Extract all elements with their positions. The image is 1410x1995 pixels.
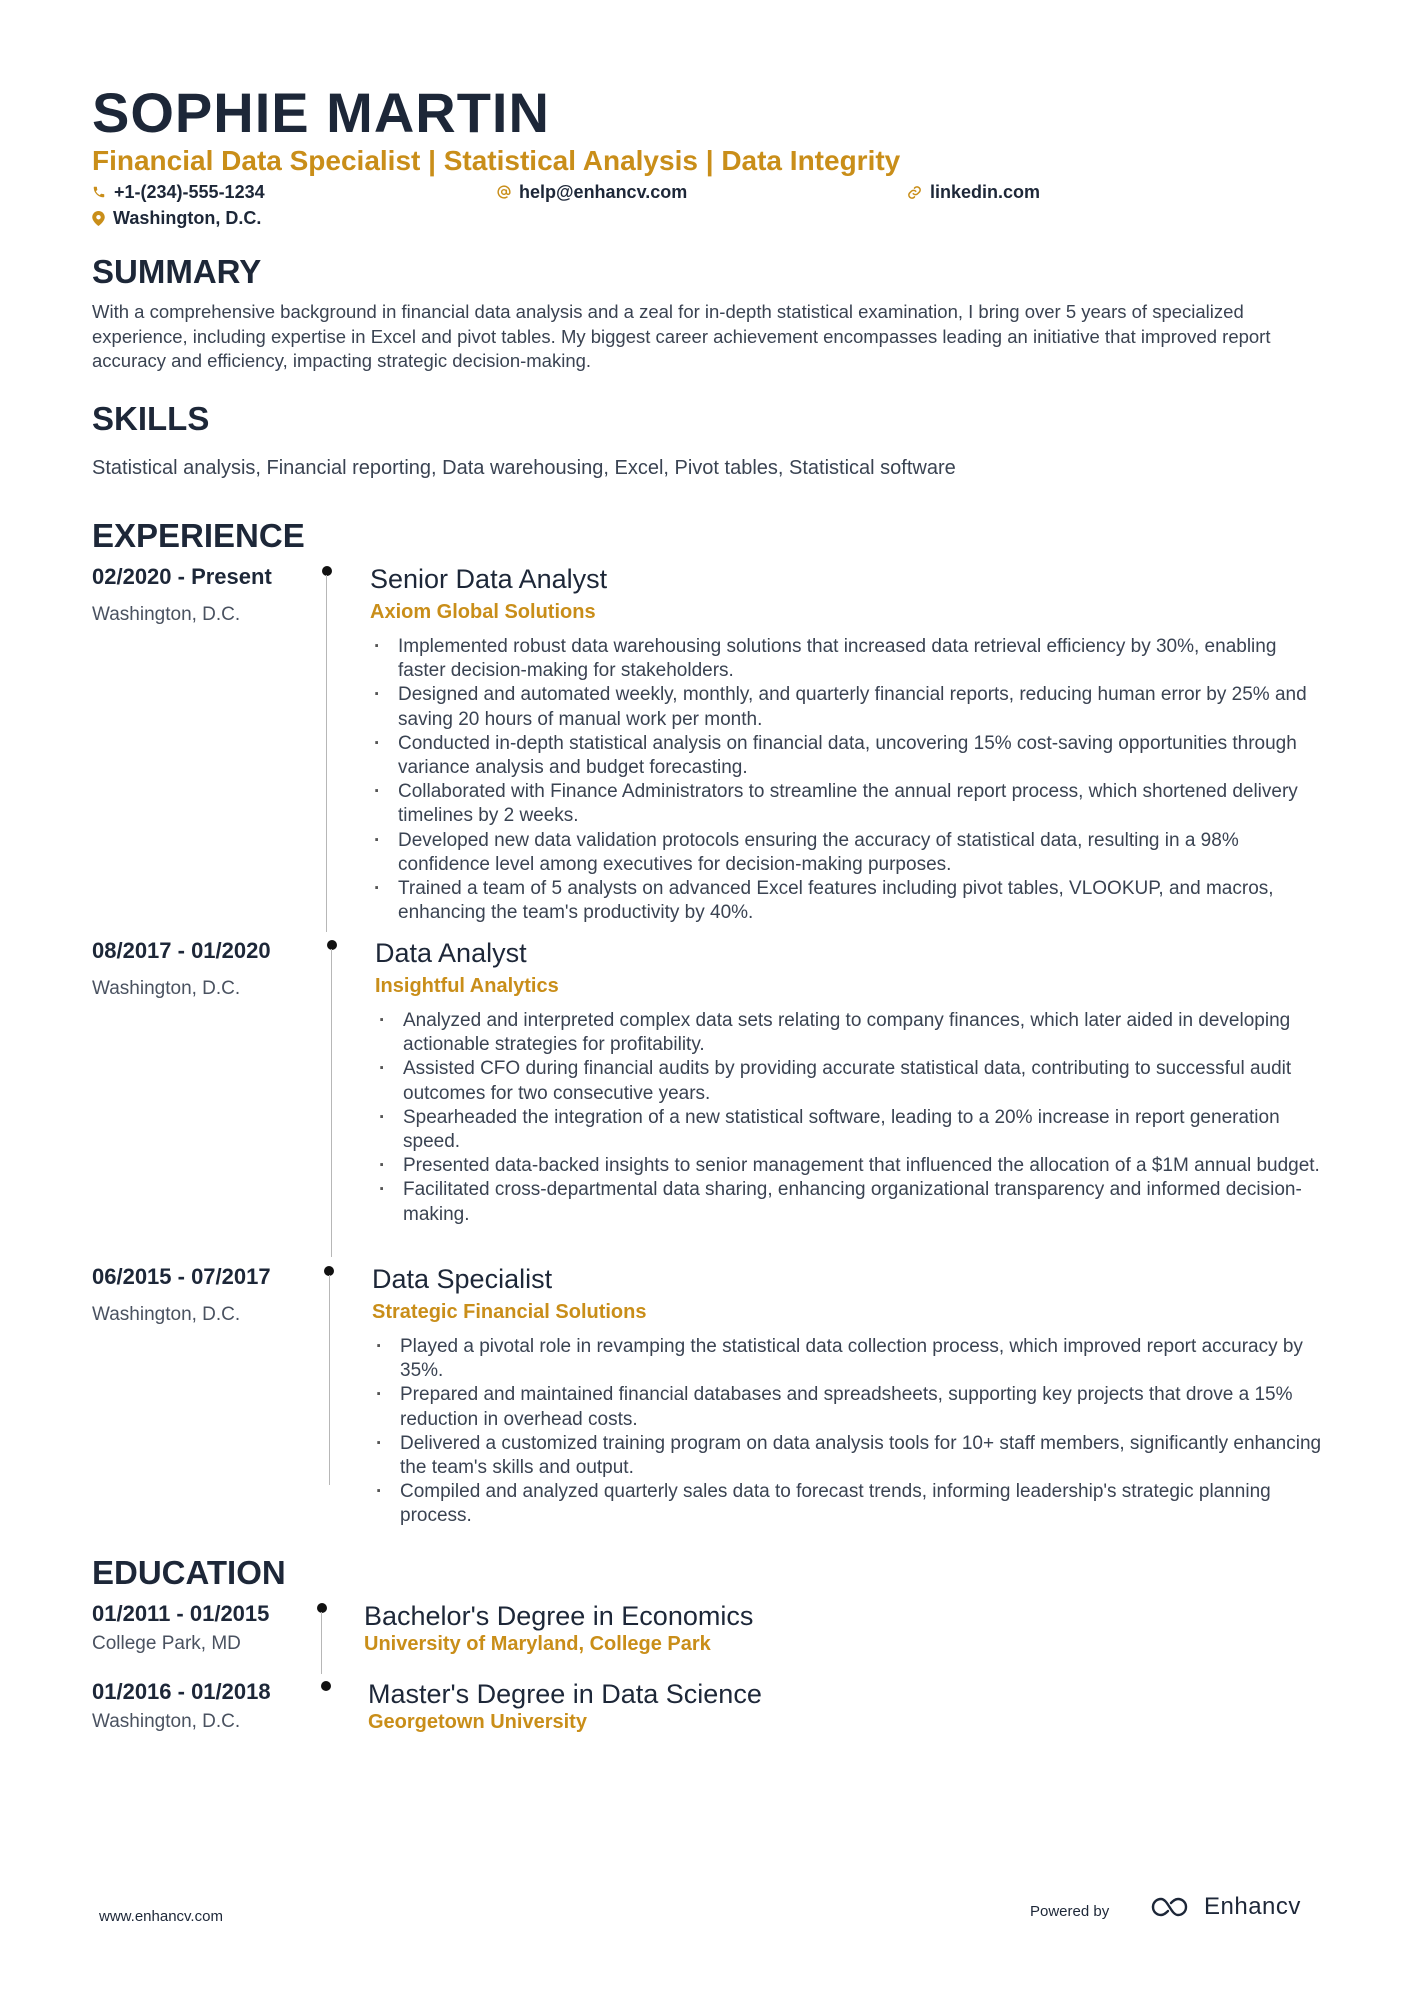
enhancv-logo-icon <box>1150 1894 1196 1920</box>
brand-logo[interactable] <box>1150 1893 1301 1921</box>
experience-location: Washington, D.C. <box>92 604 241 625</box>
job-title: Data Specialist <box>372 1264 553 1294</box>
contact-phone <box>92 181 265 203</box>
experience-dates: 02/2020 - Present <box>92 564 272 589</box>
phone-icon <box>92 185 106 199</box>
bullet-item: · Designed and automated weekly, monthly, and quarterly financial reports, reducing human error by 25% and saving 20 hours of manual work per month. <box>370 683 1320 731</box>
summary-text: With a comprehensive background in financial data analysis and a zeal for in-depth statistical examination, I bring over 5 years of specialized experience, including expertise in Excel and pivot tables. My biggest career achievement encompasses leading an initiative that improved report accuracy and efficiency, impacting strategic decision-making. <box>92 301 1271 371</box>
bullet-item: · Delivered a customized training program on data analysis tools for 10+ staff members, significantly enhancing the team's skills and output. <box>372 1432 1322 1480</box>
bullet-item: · Trained a team of 5 analysts on advanced Excel features including pivot tables, VLOOKUP, and macros, enhancing the team's productivity by 40%. <box>370 877 1320 925</box>
timeline-dot <box>322 566 332 576</box>
education-location: College Park, MD <box>92 1633 241 1654</box>
timeline-line <box>326 575 327 932</box>
skills-title: SKILLS <box>92 400 210 437</box>
timeline-dot <box>327 940 337 950</box>
contact-location <box>92 207 261 229</box>
linkedin-text[interactable]: linkedin.com <box>930 182 1041 202</box>
job-title: Data Analyst <box>375 938 527 968</box>
bullet-item: · Conducted in-depth statistical analysis on financial data, uncovering 15% cost-saving opportunities through variance analysis and budget forecasting. <box>370 732 1320 780</box>
company-name: Axiom Global Solutions <box>370 601 596 623</box>
timeline-dot <box>321 1681 331 1691</box>
degree-title: Master's Degree in Data Science <box>368 1679 762 1709</box>
school-name: University of Maryland, College Park <box>364 1633 711 1655</box>
bullet-item: · Played a pivotal role in revamping the statistical data collection process, which improved report accuracy by 35%. <box>372 1335 1322 1383</box>
education-title: EDUCATION <box>92 1554 286 1591</box>
experience-dates: 08/2017 - 01/2020 <box>92 938 271 963</box>
timeline-line <box>329 1275 330 1485</box>
company-name: Insightful Analytics <box>375 975 559 997</box>
bullet-item: · Spearheaded the integration of a new statistical software, leading to a 20% increase in report generation speed. <box>375 1106 1325 1154</box>
headline: Financial Data Specialist | Statistical Analysis | Data Integrity <box>92 145 901 176</box>
timeline-line <box>321 1612 322 1674</box>
bullet-item: · Prepared and maintained financial databases and spreadsheets, supporting key projects that drove a 15% reduction in overhead costs. <box>372 1383 1322 1431</box>
phone-text: +1-(234)-555-1234 <box>114 182 265 202</box>
school-name: Georgetown University <box>368 1711 587 1733</box>
education-dates: 01/2016 - 01/2018 <box>92 1679 271 1704</box>
brand-name: Enhancv <box>1204 1893 1301 1920</box>
degree-title: Bachelor's Degree in Economics <box>364 1601 754 1631</box>
experience-location: Washington, D.C. <box>92 978 241 999</box>
experience-title: EXPERIENCE <box>92 517 305 554</box>
skills-text: Statistical analysis, Financial reporting, Data warehousing, Excel, Pivot tables, Statistical software <box>92 457 956 479</box>
bullet-item: · Compiled and analyzed quarterly sales data to forecast trends, informing leadership's strategic planning process. <box>372 1480 1322 1528</box>
education-location: Washington, D.C. <box>92 1711 241 1732</box>
bullet-item: · Collaborated with Finance Administrators to streamline the annual report process, which shortened delivery timelines by 2 weeks. <box>370 780 1320 828</box>
experience-dates: 06/2015 - 07/2017 <box>92 1264 271 1289</box>
contact-linkedin[interactable] <box>907 181 1040 203</box>
bullet-item: · Developed new data validation protocols ensuring the accuracy of statistical data, resulting in a 98% confidence level among executives for decision-making purposes. <box>370 829 1320 877</box>
company-name: Strategic Financial Solutions <box>372 1301 647 1323</box>
bullet-list <box>370 635 1320 925</box>
link-icon <box>907 185 922 200</box>
timeline-dot <box>317 1603 327 1613</box>
bullet-list <box>372 1335 1322 1529</box>
bullet-item: · Presented data-backed insights to senior management that influenced the allocation of a $1M annual budget. <box>375 1154 1325 1178</box>
at-icon <box>497 185 511 199</box>
bullet-item: · Analyzed and interpreted complex data sets relating to company finances, which later aided in developing actionable strategies for profitability. <box>375 1009 1325 1057</box>
powered-by-label: Powered by <box>1030 1903 1110 1920</box>
job-title: Senior Data Analyst <box>370 564 608 594</box>
summary-title: SUMMARY <box>92 253 262 290</box>
bullet-list <box>375 1009 1325 1227</box>
candidate-name: SOPHIE MARTIN <box>92 81 550 144</box>
bullet-item: · Assisted CFO during financial audits by providing accurate statistical data, contributing to successful audit outcomes for two consecutive years. <box>375 1057 1325 1105</box>
map-pin-icon <box>92 211 105 226</box>
experience-location: Washington, D.C. <box>92 1304 241 1325</box>
contact-email[interactable] <box>497 181 687 203</box>
education-dates: 01/2011 - 01/2015 <box>92 1601 270 1626</box>
location-text: Washington, D.C. <box>113 208 262 228</box>
footer-url[interactable]: www.enhancv.com <box>99 1908 223 1925</box>
bullet-item: · Facilitated cross-departmental data sharing, enhancing organizational transparency and informed decision-making. <box>375 1178 1325 1226</box>
timeline-line <box>331 949 332 1257</box>
bullet-item: · Implemented robust data warehousing solutions that increased data retrieval efficiency by 30%, enabling faster decision-making for stakeholders. <box>370 635 1320 683</box>
email-text[interactable]: help@enhancv.com <box>519 182 688 202</box>
